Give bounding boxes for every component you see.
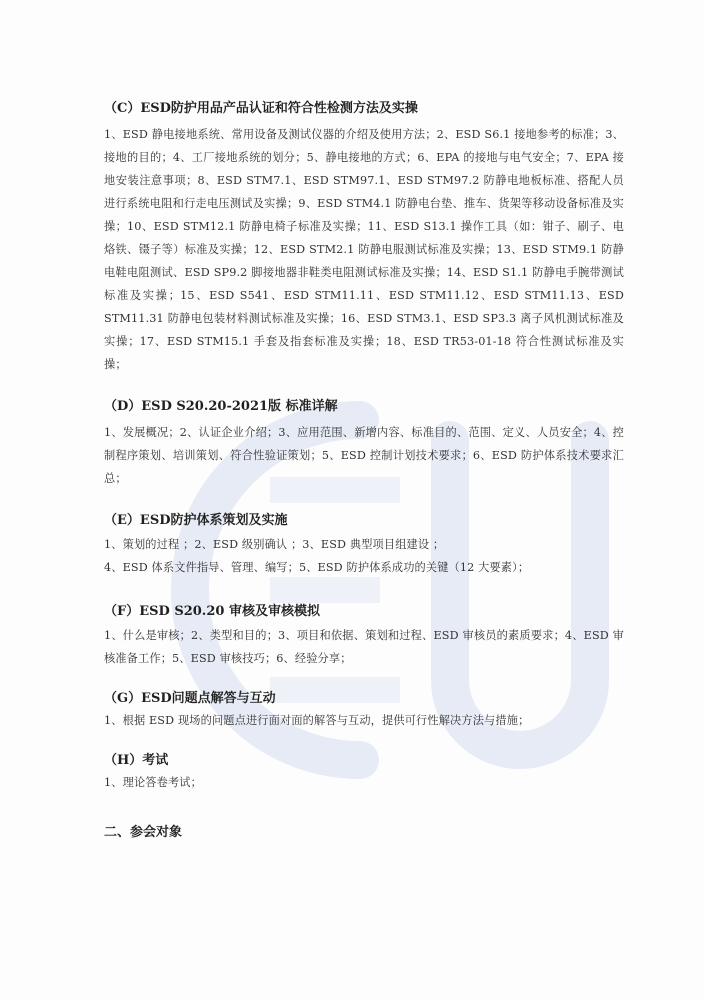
section-e: [104, 512, 624, 579]
document-body: [104, 100, 624, 842]
section-c-paragraph: 1、ESD 静电接地系统、常用设备及测试仪器的介绍及使用方法；2、ESD S6.1 接地参考的标准；3、接地的目的；4、工厂接地系统的划分；5、静电接地的方式；6、EPA 的接地与电气安全；7、EPA 接地安装注意事项；8、ESD STM7.1、ESD STM97.1、ESD STM97.2 防静电地板标准、搭配人员进行系统电阻和行走电压测试及实操；9、ESD STM4.1 防静电台垫、推车、货架等移动设备标准及实操；10、ESD STM12.1 防静电椅子标准及实操；11、ESD S13.1 操作工具（如：钳子、刷子、电烙铁、镊子等）标准及实操；12、ESD STM2.1 防静电服测试标准及实操；13、ESD STM9.1 防静电鞋电阻测试、ESD SP9.2 脚接地器非鞋类电阻测试标准及实操；14、ESD S1.1 防静电手腕带测试标准及实操；15、ESD S541、ESD STM11.11、ESD STM11.12、ESD STM11.13、ESD STM11.31 防静电包装材料测试标准及实操；16、ESD STM3.1、ESD SP3.3 离子风机测试标准及实操；17、ESD STM15.1 手套及指套标准及实操；18、ESD TR53-01-18 符合性测试标准及实操；: [104, 128, 624, 371]
section-h: [104, 752, 624, 794]
section-e-line-2: 4、ESD 体系文件指导、管理、编写；5、ESD 防护体系成功的关键（12 大要素）；: [104, 561, 530, 574]
section-d: [104, 398, 624, 490]
section-f-title: （F）ESD S20.20 审核及审核模拟: [104, 604, 320, 619]
section-h-title: （H）考试: [104, 753, 169, 768]
section-f-paragraph: 1、什么是审核；2、类型和目的；3、项目和依据、策划和过程、ESD 审核员的素质要求；4、ESD 审核准备工作；5、ESD 审核技巧；6、经验分享；: [104, 629, 624, 665]
section-g: [104, 690, 624, 732]
section-g-paragraph: 1、根据 ESD 现场的问题点进行面对面的解答与互动，提供可行性解决方法与措施；: [104, 714, 530, 727]
section-h-paragraph: 1、理论答卷考试；: [104, 776, 202, 789]
section-d-title: （D）ESD S20.20-2021版 标准详解: [104, 399, 338, 414]
attendees-heading: 二、参会对象: [104, 825, 183, 840]
section-g-title: （G）ESD问题点解答与互动: [104, 691, 276, 706]
section-e-title: （E）ESD防护体系策划及实施: [104, 513, 288, 528]
section-e-line-1: 1、策划的过程 ；2、ESD 级别确认 ；3、ESD 典型项目组建设 ；: [104, 538, 445, 551]
section-c-title: （C）ESD防护用品产品认证和符合性检测方法及实操: [104, 101, 418, 116]
section-d-paragraph: 1、发展概况；2、认证企业介绍；3、应用范围、新增内容、标准目的、范围、定义、人员安全；4、控制程序策划、培训策划、符合性验证策划；5、ESD 控制计划技术要求；6、ESD 防护体系技术要求汇总；: [104, 426, 624, 485]
section-c: [104, 100, 624, 376]
section-f: [104, 603, 624, 670]
